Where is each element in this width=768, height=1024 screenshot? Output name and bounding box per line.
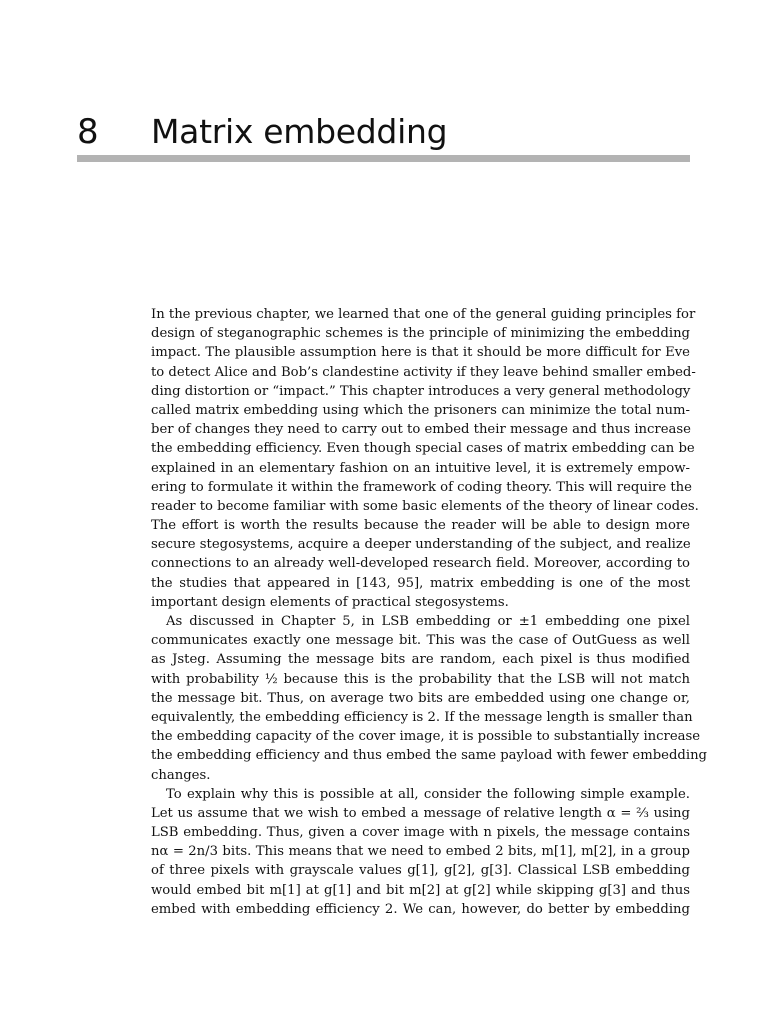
text-line: The effort is worth the results because the reader will be able to design more bbox=[151, 518, 690, 534]
text-line: LSB embedding. Thus, given a cover image with n pixels, the message contains bbox=[151, 825, 690, 841]
text-line: nα = 2n/3 bits. This means that we need to embed 2 bits, m[1], m[2], in a group bbox=[151, 844, 690, 860]
text-line: design of steganographic schemes is the principle of minimizing the embedding bbox=[151, 326, 690, 342]
text-line: In the previous chapter, we learned that one of the general guiding principles for bbox=[151, 307, 696, 322]
text-line: Let us assume that we wish to embed a message of relative length α = ⅔ using bbox=[151, 805, 690, 821]
text-line: ber of changes they need to carry out to embed their message and thus increase bbox=[151, 422, 691, 438]
text-line: the studies that appeared in [143, 95], matrix embedding is one of the most bbox=[151, 575, 690, 591]
text-line: communicates exactly one message bit. This was the case of OutGuess as well bbox=[151, 633, 690, 649]
text-line: impact. The plausible assumption here is that it should be more difficult for Eve bbox=[151, 345, 690, 361]
title-rule bbox=[77, 155, 690, 162]
text-line: As discussed in Chapter 5, in LSB embedding or ±1 embedding one pixel bbox=[166, 614, 690, 629]
text-line: important design elements of practical stegosystems. bbox=[151, 594, 509, 610]
text-line: embed with embedding efficiency 2. We can, however, do better by embedding bbox=[151, 901, 690, 917]
text-line: ering to formulate it within the framework of coding theory. This will require the bbox=[151, 479, 692, 495]
text-line: would embed bit m[1] at g[1] and bit m[2] at g[2] while skipping g[3] and thus bbox=[151, 882, 690, 898]
text-line: changes. bbox=[151, 767, 211, 783]
text-line: To explain why this is possible at all, consider the following simple example. bbox=[166, 786, 690, 802]
chapter-number: 8 bbox=[77, 112, 99, 152]
text-line: ding distortion or “impact.” This chapter introduces a very general methodology bbox=[151, 383, 691, 399]
text-line: the embedding efficiency and thus embed the same payload with fewer embedding bbox=[151, 748, 707, 764]
text-line: as Jsteg. Assuming the message bits are random, each pixel is thus modified bbox=[151, 652, 690, 668]
text-line: explained in an elementary fashion on an intuitive level, it is extremely empow- bbox=[151, 460, 690, 476]
text-line: reader to become familiar with some basic elements of the theory of linear codes. bbox=[151, 498, 699, 514]
text-line: the embedding efficiency. Even though special cases of matrix embedding can be bbox=[151, 441, 695, 457]
text-line: of three pixels with grayscale values g[1], g[2], g[3]. Classical LSB embedding bbox=[151, 863, 690, 879]
text-line: connections to an already well-developed research field. Moreover, according to bbox=[151, 556, 690, 572]
text-line: the message bit. Thus, on average two bits are embedded using one change or, bbox=[151, 690, 690, 706]
text-line: called matrix embedding using which the prisoners can minimize the total num- bbox=[151, 402, 690, 418]
text-line: equivalently, the embedding efficiency is 2. If the message length is smaller than bbox=[151, 709, 693, 725]
text-line: to detect Alice and Bob’s clandestine activity if they leave behind smaller embed- bbox=[151, 364, 696, 380]
text-line: the embedding capacity of the cover image, it is possible to substantially increase bbox=[151, 729, 701, 745]
text-line: secure stegosystems, acquire a deeper understanding of the subject, and realize bbox=[151, 537, 691, 553]
text-line: with probability ½ because this is the probability that the LSB will not match bbox=[151, 671, 690, 687]
body-text bbox=[151, 305, 707, 919]
chapter-title: Matrix embedding bbox=[151, 112, 448, 151]
